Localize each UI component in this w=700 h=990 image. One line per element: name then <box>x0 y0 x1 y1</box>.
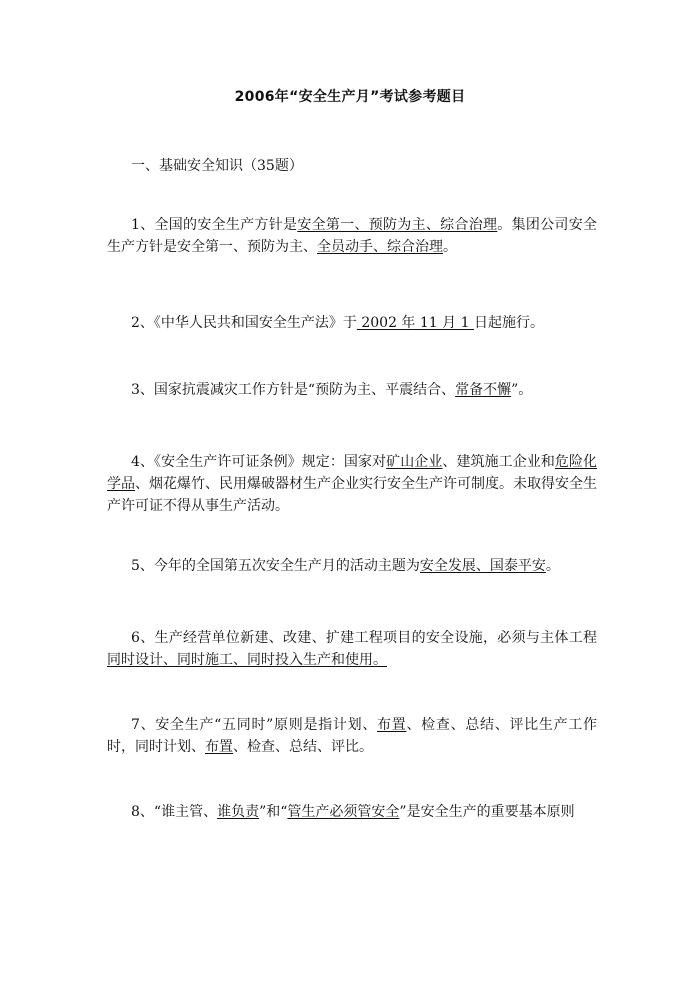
question-8 <box>107 801 597 823</box>
question-4-text-3: 、烟花爆竹、民用爆破器材生产企业实行安全生产许可制度。未取得安全生产许可证不得从事生产活动。 <box>107 476 597 514</box>
question-7-text-3: 、检查、总结、评比。 <box>233 739 373 755</box>
question-3 <box>107 379 597 401</box>
question-7 <box>107 714 597 758</box>
question-4-text-2: 、建筑施工企业和 <box>442 454 555 470</box>
question-1-answer-2: 全员动手、综合治理 <box>317 239 443 255</box>
question-5-answer: 安全发展、国泰平安 <box>419 558 546 574</box>
question-1-answer-1: 安全第一、预防为主、综合治理 <box>297 217 498 233</box>
section-heading: 一、基础安全知识（35题） <box>131 158 303 174</box>
question-8-answer-2: 管生产必须管安全 <box>287 804 400 820</box>
question-8-text: 8、“谁主管、 <box>131 804 218 820</box>
question-1-text: 1、全国的安全生产方针是 <box>131 217 298 233</box>
question-6-answer: 同时设计、同时施工、同时投入生产和使用。 <box>107 652 387 668</box>
document-title: 2006年“安全生产月”考试参考题目 <box>234 89 466 105</box>
question-8-answer-1: 谁负责 <box>217 804 260 820</box>
question-5 <box>107 555 597 577</box>
question-4-answer-1: 矿山企业 <box>386 454 443 470</box>
question-6 <box>107 627 597 671</box>
question-7-text: 7、安全生产“五同时”原则是指计划、 <box>131 717 378 733</box>
question-5-text: 5、今年的全国第五次安全生产月的活动主题为 <box>131 558 420 574</box>
question-3-text-2: ”。 <box>511 382 533 398</box>
question-2-text: 2、《中华人民共和国安全生产法》于 <box>131 315 357 331</box>
question-2-answer: 2002 年 11 月 1 <box>356 315 474 331</box>
question-1 <box>107 214 597 258</box>
question-4 <box>107 451 597 517</box>
question-7-text-2: 、检查、总结、评比生产工作时，同时计划、 <box>107 717 598 755</box>
question-5-text-2: 。 <box>545 558 560 574</box>
question-2-text-2: 日起施行。 <box>473 315 544 331</box>
question-3-text: 3、国家抗震减灾工作方针是“预防为主、平震结合、 <box>131 382 456 398</box>
question-8-text-2: ”和“ <box>259 804 288 820</box>
question-7-answer-2: 布置 <box>205 739 233 755</box>
question-6-text: 6、生产经营单位新建、改建、扩建工程项目的安全设施，必须与主体工程 <box>131 630 597 646</box>
question-1-text-3: 。 <box>443 239 457 255</box>
question-8-text-3: ”是安全生产的重要基本原则 <box>399 804 575 820</box>
question-7-answer-1: 布置 <box>377 717 407 733</box>
question-3-answer: 常备不懈 <box>455 382 512 398</box>
question-1-text-2: 。集团公司安全生产方针是安全第一、预防为主、 <box>107 217 597 255</box>
question-4-answer-2: 危险化学品 <box>107 454 598 492</box>
question-2 <box>107 312 597 334</box>
question-4-text: 4、《安全生产许可证条例》规定：国家对 <box>131 454 387 470</box>
